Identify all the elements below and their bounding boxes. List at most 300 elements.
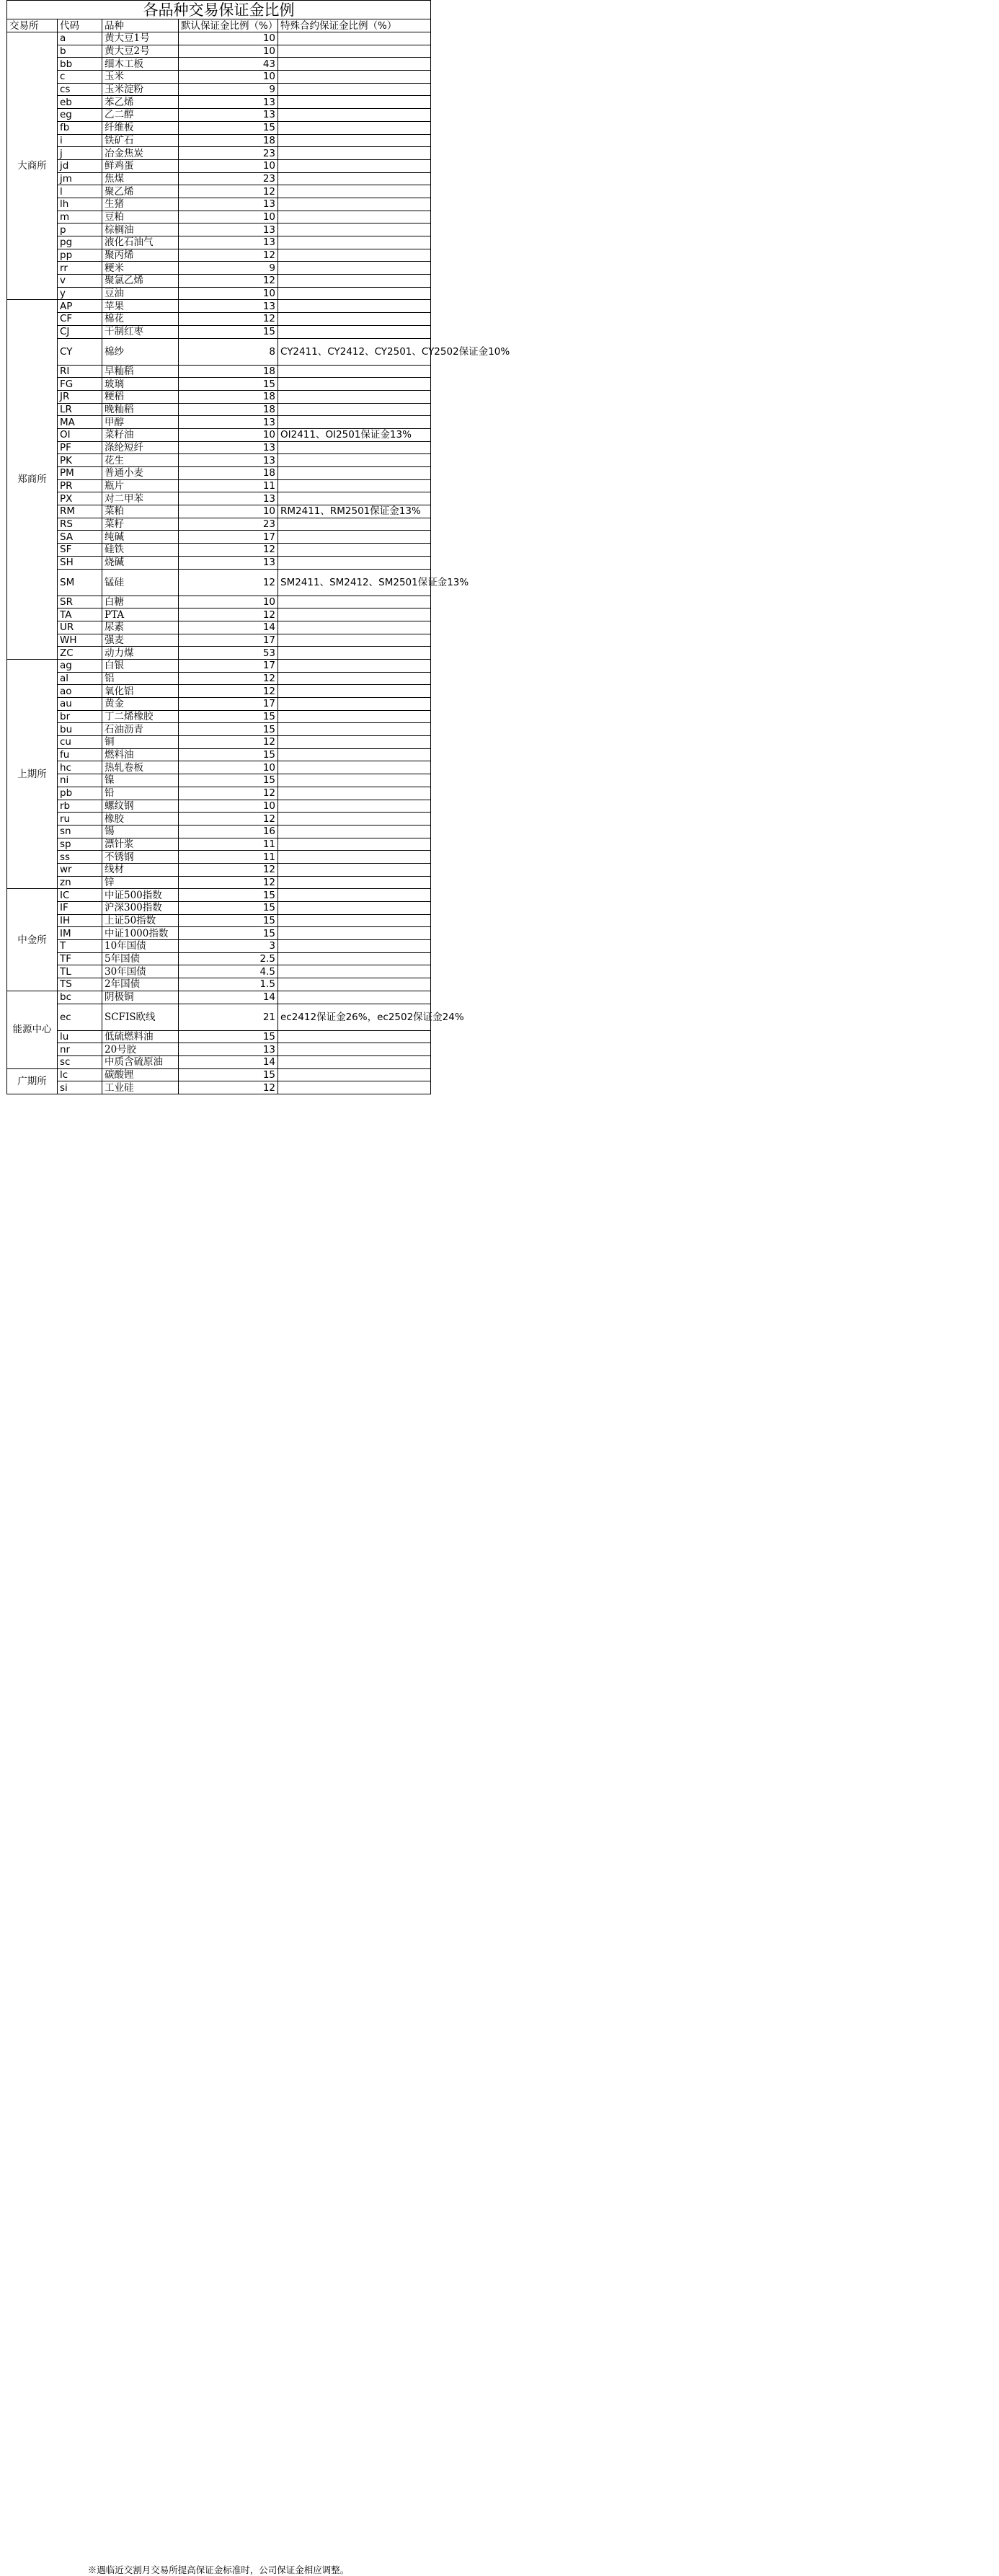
default-margin-cell: 13 — [179, 492, 278, 505]
name-cell: 白糖 — [102, 596, 179, 608]
default-margin-cell: 23 — [179, 147, 278, 160]
code-cell: sp — [58, 838, 102, 851]
default-margin-cell: 18 — [179, 390, 278, 403]
special-margin-cell — [278, 698, 431, 711]
default-margin-cell: 10 — [179, 761, 278, 774]
name-cell: 黄大豆2号 — [102, 45, 179, 58]
header-row — [7, 19, 431, 32]
special-margin-cell — [278, 479, 431, 492]
special-margin-cell — [278, 723, 431, 736]
special-margin-cell — [278, 863, 431, 876]
title-row — [7, 1, 431, 19]
table-row — [7, 83, 431, 96]
default-margin-cell: 13 — [179, 454, 278, 467]
table-row — [7, 978, 431, 991]
code-cell: j — [58, 147, 102, 160]
table-row — [7, 621, 431, 634]
table-row — [7, 159, 431, 172]
special-margin-cell — [278, 185, 431, 198]
code-cell: PX — [58, 492, 102, 505]
name-cell: 铅 — [102, 787, 179, 800]
default-margin-cell: 1.5 — [179, 978, 278, 991]
default-margin-cell: 13 — [179, 300, 278, 313]
name-cell: 尿素 — [102, 621, 179, 634]
name-cell: 漂针浆 — [102, 838, 179, 851]
table-row — [7, 300, 431, 313]
name-cell: 烧碱 — [102, 556, 179, 569]
table-row — [7, 121, 431, 134]
name-cell: 花生 — [102, 454, 179, 467]
default-margin-cell: 18 — [179, 365, 278, 378]
name-cell: 动力煤 — [102, 647, 179, 660]
special-margin-cell — [278, 441, 431, 454]
name-cell: 生猪 — [102, 198, 179, 211]
table-row — [7, 249, 431, 262]
name-cell: 棉花 — [102, 313, 179, 326]
special-margin-cell — [278, 211, 431, 223]
default-margin-cell: 43 — [179, 58, 278, 71]
name-cell: 黄大豆1号 — [102, 32, 179, 45]
name-cell: 沪深300指数 — [102, 902, 179, 915]
name-cell: 冶金焦炭 — [102, 147, 179, 160]
code-cell: cu — [58, 736, 102, 749]
default-margin-cell: 12 — [179, 249, 278, 262]
special-margin-cell — [278, 825, 431, 838]
default-margin-cell: 9 — [179, 83, 278, 96]
table-row — [7, 838, 431, 851]
code-cell: CY — [58, 338, 102, 365]
special-margin-cell — [278, 492, 431, 505]
special-margin-cell — [278, 96, 431, 109]
code-cell: UR — [58, 621, 102, 634]
code-cell: TS — [58, 978, 102, 991]
special-margin-cell — [278, 978, 431, 991]
exchange-cell: 上期所 — [7, 659, 58, 888]
special-margin-cell — [278, 914, 431, 927]
code-cell: OI — [58, 428, 102, 441]
special-margin-cell — [278, 416, 431, 429]
table-row — [7, 172, 431, 185]
code-cell: m — [58, 211, 102, 223]
special-margin-cell — [278, 325, 431, 338]
code-cell: PM — [58, 467, 102, 480]
name-cell: 锰硅 — [102, 569, 179, 596]
name-cell: 晚籼稻 — [102, 403, 179, 416]
code-cell: PR — [58, 479, 102, 492]
table-row — [7, 608, 431, 621]
name-cell: 热轧卷板 — [102, 761, 179, 774]
special-margin-cell — [278, 58, 431, 71]
name-cell: 菜籽油 — [102, 428, 179, 441]
code-cell: si — [58, 1081, 102, 1094]
code-cell: bb — [58, 58, 102, 71]
name-cell: 氧化铝 — [102, 685, 179, 698]
code-cell: rb — [58, 800, 102, 813]
header-exchange: 交易所 — [7, 19, 58, 32]
special-margin-cell — [278, 172, 431, 185]
default-margin-cell: 10 — [179, 32, 278, 45]
table-row — [7, 634, 431, 647]
name-cell: 5年国债 — [102, 952, 179, 965]
special-margin-cell — [278, 121, 431, 134]
special-margin-cell — [278, 45, 431, 58]
table-row — [7, 390, 431, 403]
name-cell: 强麦 — [102, 634, 179, 647]
name-cell: 聚乙烯 — [102, 185, 179, 198]
name-cell: 阴极铜 — [102, 991, 179, 1004]
code-cell: wr — [58, 863, 102, 876]
code-cell: rr — [58, 262, 102, 275]
table-row — [7, 287, 431, 300]
table-row — [7, 416, 431, 429]
table-row — [7, 723, 431, 736]
code-cell: TF — [58, 952, 102, 965]
table-row — [7, 134, 431, 147]
default-margin-cell: 12 — [179, 313, 278, 326]
default-margin-cell: 12 — [179, 544, 278, 557]
name-cell: PTA — [102, 608, 179, 621]
table-row — [7, 198, 431, 211]
special-margin-cell — [278, 365, 431, 378]
default-margin-cell: 15 — [179, 723, 278, 736]
code-cell: fb — [58, 121, 102, 134]
default-margin-cell: 15 — [179, 1030, 278, 1043]
sheet-title: 各品种交易保证金比例 — [7, 1, 431, 19]
default-margin-cell: 17 — [179, 698, 278, 711]
table-row — [7, 109, 431, 122]
margin-table — [6, 0, 510, 1094]
table-row — [7, 698, 431, 711]
code-cell: T — [58, 940, 102, 953]
name-cell: 白银 — [102, 659, 179, 672]
default-margin-cell: 10 — [179, 71, 278, 84]
code-cell: hc — [58, 761, 102, 774]
name-cell: 聚氯乙烯 — [102, 275, 179, 288]
name-cell: 中证500指数 — [102, 889, 179, 902]
default-margin-cell: 17 — [179, 659, 278, 672]
name-cell: 纤维板 — [102, 121, 179, 134]
default-margin-cell: 13 — [179, 236, 278, 249]
table-row — [7, 1055, 431, 1068]
code-cell: nr — [58, 1043, 102, 1056]
table-row — [7, 596, 431, 608]
table-row — [7, 313, 431, 326]
name-cell: 低硫燃料油 — [102, 1030, 179, 1043]
default-margin-cell: 12 — [179, 608, 278, 621]
code-cell: JR — [58, 390, 102, 403]
name-cell: 甲醇 — [102, 416, 179, 429]
code-cell: IF — [58, 902, 102, 915]
special-margin-cell — [278, 1030, 431, 1043]
special-margin-cell — [278, 223, 431, 236]
code-cell: bc — [58, 991, 102, 1004]
default-margin-cell: 14 — [179, 621, 278, 634]
code-cell: TA — [58, 608, 102, 621]
special-margin-cell — [278, 1068, 431, 1081]
table-row — [7, 940, 431, 953]
special-margin-cell — [278, 71, 431, 84]
code-cell: b — [58, 45, 102, 58]
special-margin-cell — [278, 952, 431, 965]
special-margin-cell — [278, 236, 431, 249]
name-cell: 中证1000指数 — [102, 927, 179, 940]
name-cell: 菜籽 — [102, 518, 179, 531]
default-margin-cell: 11 — [179, 479, 278, 492]
name-cell: 玉米淀粉 — [102, 83, 179, 96]
default-margin-cell: 3 — [179, 940, 278, 953]
name-cell: 液化石油气 — [102, 236, 179, 249]
default-margin-cell: 10 — [179, 287, 278, 300]
code-cell: lh — [58, 198, 102, 211]
special-margin-cell — [278, 965, 431, 978]
code-cell: LR — [58, 403, 102, 416]
table-row — [7, 825, 431, 838]
table-row — [7, 32, 431, 45]
special-margin-cell — [278, 672, 431, 685]
code-cell: MA — [58, 416, 102, 429]
default-margin-cell: 15 — [179, 889, 278, 902]
default-margin-cell: 8 — [179, 338, 278, 365]
special-margin-cell — [278, 300, 431, 313]
code-cell: sn — [58, 825, 102, 838]
table-row — [7, 851, 431, 864]
special-margin-cell — [278, 889, 431, 902]
table-row — [7, 927, 431, 940]
special-margin-cell — [278, 159, 431, 172]
default-margin-cell: 12 — [179, 185, 278, 198]
table-row — [7, 748, 431, 761]
code-cell: SH — [58, 556, 102, 569]
table-row — [7, 1081, 431, 1094]
name-cell: SCFIS欧线 — [102, 1004, 179, 1030]
default-margin-cell: 17 — [179, 531, 278, 544]
default-margin-cell: 13 — [179, 198, 278, 211]
name-cell: 细木工板 — [102, 58, 179, 71]
default-margin-cell: 18 — [179, 403, 278, 416]
table-row — [7, 96, 431, 109]
special-margin-cell — [278, 544, 431, 557]
default-margin-cell: 12 — [179, 1081, 278, 1094]
table-row — [7, 736, 431, 749]
table-row — [7, 659, 431, 672]
table-row — [7, 236, 431, 249]
table-row — [7, 262, 431, 275]
code-cell: ZC — [58, 647, 102, 660]
default-margin-cell: 11 — [179, 838, 278, 851]
special-margin-cell — [278, 390, 431, 403]
code-cell: zn — [58, 876, 102, 889]
code-cell: v — [58, 275, 102, 288]
name-cell: 镍 — [102, 774, 179, 787]
code-cell: SA — [58, 531, 102, 544]
name-cell: 聚丙烯 — [102, 249, 179, 262]
footnote: ※遇临近交割月交易所提高保证金标准时，公司保证金相应调整。 — [87, 2564, 350, 2575]
name-cell: 碳酸锂 — [102, 1068, 179, 1081]
special-margin-cell — [278, 787, 431, 800]
special-margin-cell — [278, 287, 431, 300]
default-margin-cell: 15 — [179, 378, 278, 391]
code-cell: ec — [58, 1004, 102, 1030]
name-cell: 不锈钢 — [102, 851, 179, 864]
code-cell: ss — [58, 851, 102, 864]
default-margin-cell: 13 — [179, 109, 278, 122]
code-cell: ao — [58, 685, 102, 698]
default-margin-cell: 10 — [179, 596, 278, 608]
code-cell: SF — [58, 544, 102, 557]
table-row — [7, 685, 431, 698]
code-cell: jm — [58, 172, 102, 185]
code-cell: fu — [58, 748, 102, 761]
code-cell: pg — [58, 236, 102, 249]
special-margin-cell: OI2411、OI2501保证金13% — [278, 428, 431, 441]
code-cell: eb — [58, 96, 102, 109]
table-row — [7, 876, 431, 889]
name-cell: 玉米 — [102, 71, 179, 84]
code-cell: RI — [58, 365, 102, 378]
default-margin-cell: 10 — [179, 428, 278, 441]
table-row — [7, 505, 431, 518]
default-margin-cell: 13 — [179, 96, 278, 109]
special-margin-cell — [278, 608, 431, 621]
table-row — [7, 365, 431, 378]
code-cell: ni — [58, 774, 102, 787]
name-cell: 线材 — [102, 863, 179, 876]
special-margin-cell — [278, 531, 431, 544]
special-margin-cell — [278, 991, 431, 1004]
default-margin-cell: 13 — [179, 556, 278, 569]
name-cell: 橡胶 — [102, 813, 179, 826]
code-cell: c — [58, 71, 102, 84]
code-cell: ru — [58, 813, 102, 826]
special-margin-cell — [278, 83, 431, 96]
default-margin-cell: 12 — [179, 863, 278, 876]
default-margin-cell: 12 — [179, 813, 278, 826]
code-cell: p — [58, 223, 102, 236]
default-margin-cell: 15 — [179, 902, 278, 915]
table-row — [7, 672, 431, 685]
table-row — [7, 991, 431, 1004]
special-margin-cell — [278, 685, 431, 698]
header-code: 代码 — [58, 19, 102, 32]
default-margin-cell: 10 — [179, 800, 278, 813]
code-cell: ag — [58, 659, 102, 672]
default-margin-cell: 18 — [179, 134, 278, 147]
name-cell: 丁二烯橡胶 — [102, 710, 179, 723]
code-cell: AP — [58, 300, 102, 313]
table-row — [7, 787, 431, 800]
table-row — [7, 889, 431, 902]
code-cell: sc — [58, 1055, 102, 1068]
default-margin-cell: 14 — [179, 1055, 278, 1068]
code-cell: RS — [58, 518, 102, 531]
name-cell: 苹果 — [102, 300, 179, 313]
special-margin-cell — [278, 736, 431, 749]
special-margin-cell — [278, 800, 431, 813]
margin-sheet — [6, 0, 510, 1094]
table-row — [7, 1043, 431, 1056]
table-row — [7, 147, 431, 160]
header-default: 默认保证金比例（%） — [179, 19, 278, 32]
name-cell: 锡 — [102, 825, 179, 838]
code-cell: RM — [58, 505, 102, 518]
name-cell: 纯碱 — [102, 531, 179, 544]
default-margin-cell: 4.5 — [179, 965, 278, 978]
table-row — [7, 556, 431, 569]
special-margin-cell — [278, 902, 431, 915]
name-cell: 上证50指数 — [102, 914, 179, 927]
name-cell: 干制红枣 — [102, 325, 179, 338]
default-margin-cell: 15 — [179, 927, 278, 940]
special-margin-cell — [278, 647, 431, 660]
special-margin-cell — [278, 748, 431, 761]
code-cell: PF — [58, 441, 102, 454]
special-margin-cell — [278, 467, 431, 480]
code-cell: y — [58, 287, 102, 300]
code-cell: IH — [58, 914, 102, 927]
name-cell: 棉纱 — [102, 338, 179, 365]
table-row — [7, 863, 431, 876]
special-margin-cell — [278, 313, 431, 326]
default-margin-cell: 13 — [179, 441, 278, 454]
table-row — [7, 479, 431, 492]
table-row — [7, 544, 431, 557]
default-margin-cell: 23 — [179, 518, 278, 531]
special-margin-cell — [278, 1081, 431, 1094]
default-margin-cell: 53 — [179, 647, 278, 660]
name-cell: 豆粕 — [102, 211, 179, 223]
table-row — [7, 531, 431, 544]
code-cell: br — [58, 710, 102, 723]
code-cell: a — [58, 32, 102, 45]
default-margin-cell: 15 — [179, 325, 278, 338]
name-cell: 棕榈油 — [102, 223, 179, 236]
default-margin-cell: 11 — [179, 851, 278, 864]
name-cell: 铝 — [102, 672, 179, 685]
name-cell: 鲜鸡蛋 — [102, 159, 179, 172]
special-margin-cell — [278, 596, 431, 608]
code-cell: CF — [58, 313, 102, 326]
name-cell: 豆油 — [102, 287, 179, 300]
table-row — [7, 45, 431, 58]
name-cell: 2年国债 — [102, 978, 179, 991]
default-margin-cell: 13 — [179, 1043, 278, 1056]
default-margin-cell: 10 — [179, 211, 278, 223]
name-cell: 燃料油 — [102, 748, 179, 761]
name-cell: 焦煤 — [102, 172, 179, 185]
name-cell: 早籼稻 — [102, 365, 179, 378]
default-margin-cell: 9 — [179, 262, 278, 275]
table-row — [7, 403, 431, 416]
default-margin-cell: 15 — [179, 121, 278, 134]
code-cell: FG — [58, 378, 102, 391]
name-cell: 工业硅 — [102, 1081, 179, 1094]
name-cell: 苯乙烯 — [102, 96, 179, 109]
code-cell: SR — [58, 596, 102, 608]
special-margin-cell — [278, 634, 431, 647]
table-row — [7, 275, 431, 288]
default-margin-cell: 12 — [179, 787, 278, 800]
table-row — [7, 338, 431, 365]
special-margin-cell — [278, 774, 431, 787]
code-cell: jd — [58, 159, 102, 172]
default-margin-cell: 12 — [179, 685, 278, 698]
exchange-cell: 能源中心 — [7, 991, 58, 1068]
special-margin-cell — [278, 275, 431, 288]
default-margin-cell: 15 — [179, 710, 278, 723]
special-margin-cell — [278, 147, 431, 160]
name-cell: 中质含硫原油 — [102, 1055, 179, 1068]
default-margin-cell: 12 — [179, 876, 278, 889]
